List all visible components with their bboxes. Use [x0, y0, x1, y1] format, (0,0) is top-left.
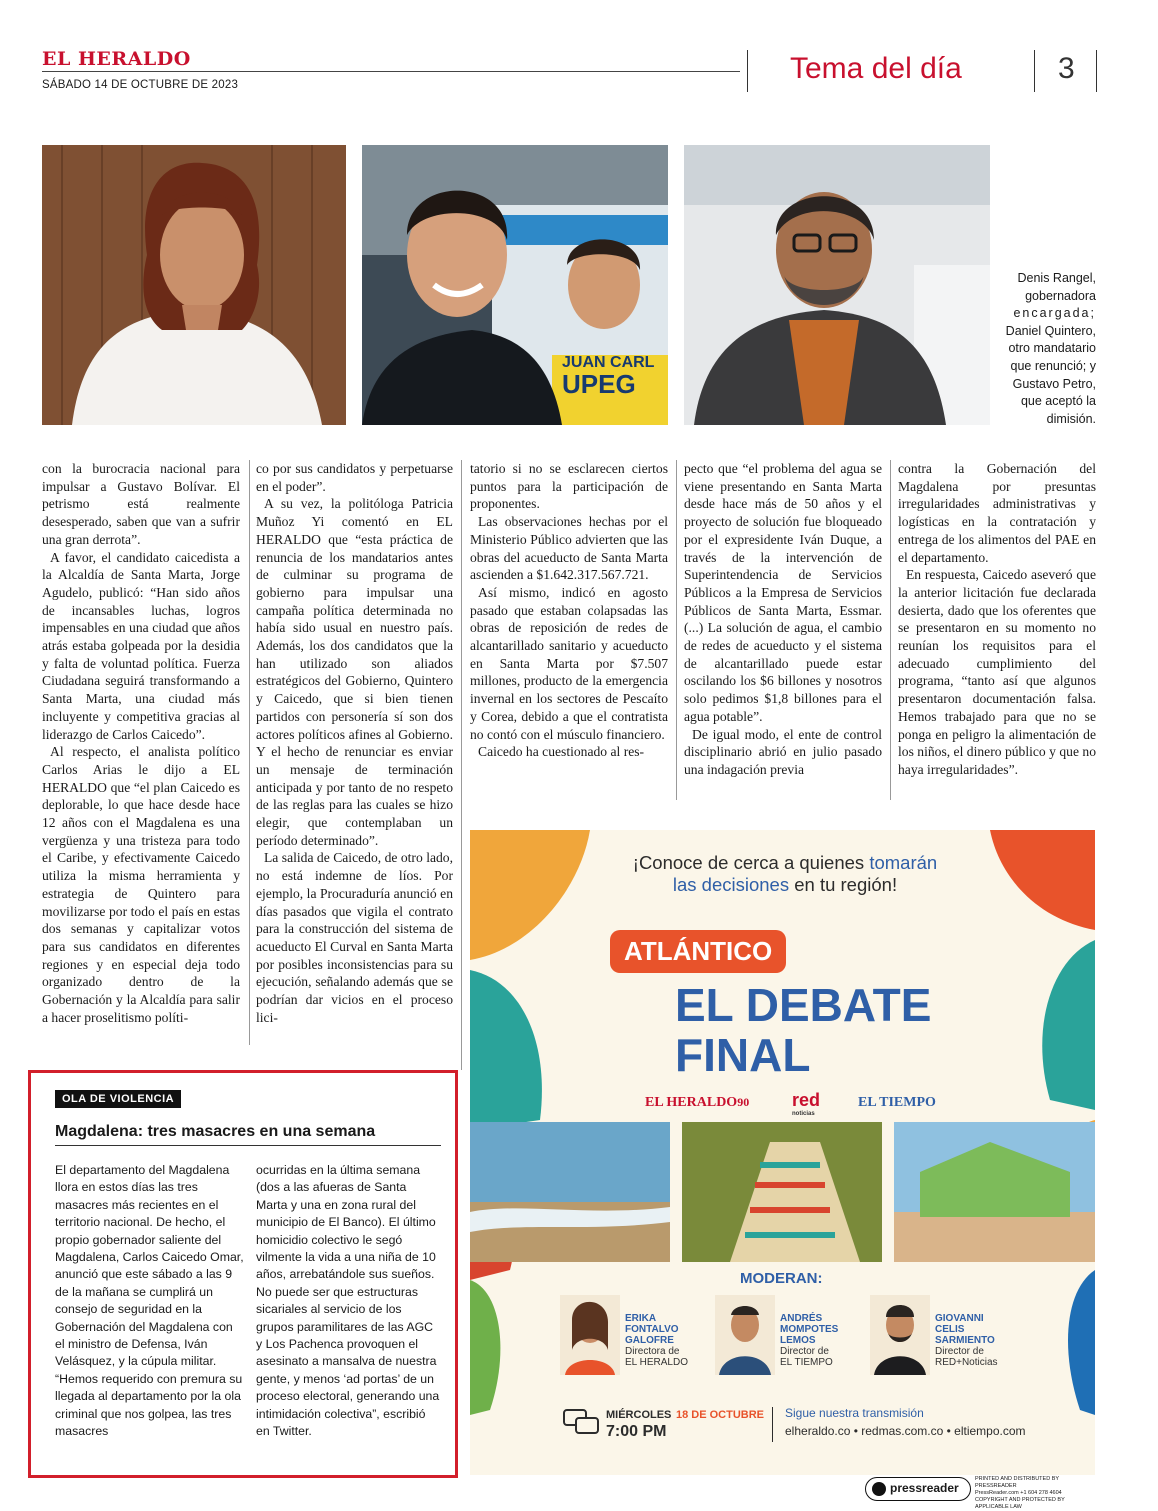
sponsor-text: red: [792, 1090, 821, 1110]
caption-line: Daniel Quintero,: [1005, 323, 1096, 338]
moderator-name: ANDRÉS: [780, 1313, 823, 1324]
caption-line: Gustavo Petro,: [1012, 376, 1096, 391]
masthead-date: SÁBADO 14 DE OCTUBRE DE 2023: [42, 79, 239, 91]
moderator-photo: [715, 1295, 775, 1375]
article-column-4: [684, 460, 882, 779]
moderator-photo: [870, 1295, 930, 1375]
moderator-role: RED+Noticias: [935, 1357, 998, 1368]
sponsor-text: EL HERALDO: [645, 1095, 738, 1110]
moderator-card: [870, 1295, 998, 1380]
ad-divider: [772, 1407, 773, 1442]
photo-daniel-quintero: [362, 145, 668, 425]
column-rule: [461, 460, 462, 1070]
column-rule: [676, 460, 677, 800]
caption-line: que aceptó la: [1020, 394, 1096, 409]
moderator-role: Director de: [780, 1346, 829, 1357]
pressreader-line: PressReader.com +1 604 278 4604: [975, 1490, 1062, 1496]
ad-date: 18 DE OCTUBRE: [676, 1409, 765, 1421]
svg-text:UPEG: UPEG: [562, 369, 636, 399]
pressreader-line: PRINTED AND DISTRIBUTED BY PRESSREADER: [975, 1476, 1059, 1489]
ad-follow: Sigue nuestra transmisión: [785, 1406, 924, 1420]
ad-region-badge: ATLÁNTICO: [610, 930, 786, 973]
ad-tagline-highlight: las decisiones: [672, 874, 790, 895]
article-column-1: [42, 460, 240, 1027]
sidebar-headline: Magdalena: tres masacres en una semana: [55, 1123, 376, 1140]
ad-tagline: [620, 852, 950, 896]
ad-sponsor-red: [792, 1090, 820, 1117]
paragraph: A favor, el candidato caicedista a la Alcaldía de Santa Marta, Jorge Agudelo, publicó: “Han sido años de incansables luchas, logros impensables en una ciudad que años atrás estaba golpeada por la desidia y falta de voluntad política. Fuerza Ciudadana seguirá transformando a Santa Marta, una ciudad más incluyente y competitiva gracias al liderazgo de Carlos Caicedo”.: [42, 549, 240, 742]
moderator-card: [715, 1295, 839, 1380]
masthead-divider: [1034, 50, 1035, 92]
pressreader-notice: [975, 1476, 1095, 1511]
caption-line: Denis Rangel,: [1017, 271, 1096, 285]
ad-sponsor-elheraldo: [645, 1095, 749, 1111]
ad-websites: elheraldo.co • redmas.com.co • eltiempo.com: [785, 1424, 1026, 1438]
page-number: 3: [1058, 52, 1075, 85]
column-rule: [890, 460, 891, 800]
paragraph: contra la Gobernación del Magdalena por presuntas irregularidades administrativas y logísticas en la contratación y entrega de los alimentos del PAE en el departamento.: [898, 461, 1096, 565]
article-column-5: [898, 460, 1096, 779]
caption-line: encargada;: [1013, 306, 1096, 321]
paragraph: Así mismo, indicó en agosto pasado que estaban colapsadas las obras de reposición de redes de alcantarillado sanitario y acueducto en Santa Marta por $7.507 millones, producto de la emergencia invernal en los sectores de Pescaíto y Corea, debido a que el contratista no contó con el músculo financiero.: [470, 584, 668, 742]
moderator-name: ERIKA: [625, 1313, 657, 1324]
moderator-photo: [560, 1295, 620, 1375]
ad-tagline-highlight: tomarán: [869, 852, 938, 873]
photo-gustavo-petro: [684, 145, 990, 425]
moderator-role: Director de: [935, 1346, 984, 1357]
moderator-name: SARMIENTO: [935, 1335, 995, 1346]
ad-day: MIÉRCOLES: [606, 1409, 672, 1421]
masthead-divider: [1096, 50, 1097, 92]
moderator-name: GIOVANNI: [935, 1313, 984, 1324]
masthead-logo: EL HERALDO: [42, 48, 191, 70]
moderator-name: MOMPOTES: [780, 1324, 839, 1335]
ad-moderators-label: MODERAN:: [740, 1270, 823, 1287]
chat-bubbles-icon: [562, 1408, 602, 1438]
ad-photo-strip: [470, 1122, 1095, 1262]
ad-title-line: EL DEBATE: [675, 979, 932, 1031]
pressreader-line: COPYRIGHT AND PROTECTED BY APPLICABLE LAW: [975, 1497, 1065, 1510]
caption-line: que renunció; y: [1010, 358, 1096, 373]
masthead-rule: [42, 71, 740, 72]
pressreader-logo: pressreader: [890, 1481, 959, 1495]
paragraph: Al respecto, el analista político Carlos Arias le dijo a EL HERALDO que “el plan Caicedo es deplorable, lo que hace desde hace 12 años con el Magdalena es una vergüenza y una tristeza para todo el Caribe, y efectivamente Caicedo utiliza la misma herramienta y estrategia de Quintero para movilizarse por todo el país en estas dos semanas y capitalizar votos para sus candidatos en diferentes regiones y en especial deja todo organizado dentro de la Gobernación y la Alcaldía para salir a hacer proselitismo políti-: [42, 744, 240, 1025]
ad-sponsor-eltiempo: EL TIEMPO: [858, 1095, 936, 1110]
pressreader-footer: [865, 1475, 1095, 1510]
paragraph: con la burocracia nacional para impulsar a Gustavo Bolívar. El petrismo está realmente desesperado, saben que van a sufrir una gran derrota”.: [42, 461, 240, 547]
ad-tagline-text: ¡Conoce de cerca a quienes: [632, 852, 870, 873]
article-column-2: [256, 460, 453, 1027]
debate-advertisement: [470, 830, 1095, 1475]
ad-title: [675, 980, 931, 1080]
column-rule: [249, 460, 250, 1045]
caption-line: otro mandatario: [1008, 341, 1096, 356]
paragraph: Caicedo ha cuestionado al res-: [478, 744, 645, 760]
sponsor-mark: 90: [737, 1095, 750, 1109]
paragraph: pecto que “el problema del agua se viene presentando en Santa Marta desde hace más de 50 años y el proyecto de solución fue bloqueado por el expresidente Iván Duque, a través de la intervención de Superintendencia de Servicios Públicos a la Empresa de Servicios Públicos de Santa Marta, Essmar. (...) La solución de agua, el cambio de redes de acueducto y el sistema de alcantarillado puede estar oscilando los $6 billones y nosotros solo pedimos $1,8 billones para el agua potable”.: [684, 461, 882, 724]
moderator-card: [560, 1295, 688, 1380]
paragraph: co por sus candidatos y perpetuarse en el poder”.: [256, 461, 453, 494]
paragraph: De igual modo, el ente de control disciplinario abrió en julio pasado una indagación previa: [684, 726, 882, 777]
moderator-role: EL TIEMPO: [780, 1357, 833, 1368]
article-column-3: [470, 460, 668, 761]
moderator-name: LEMOS: [780, 1335, 816, 1346]
sponsor-sub: noticias: [792, 1111, 815, 1117]
moderator-name: CELIS: [935, 1324, 965, 1335]
sidebar-tag: OLA DE VIOLENCIA: [55, 1090, 181, 1108]
ad-tagline-text: en tu región!: [789, 874, 898, 895]
ad-time: 7:00 PM: [606, 1423, 667, 1440]
paragraph: Las observaciones hechas por el Ministerio Público advierten que las obras del acueducto de Santa Marta ascienden a $1.642.317.567.721.: [470, 514, 668, 583]
paragraph: La salida de Caicedo, de otro lado, no está indemne de líos. Por ejemplo, la Procuraduría anunció en días pasados que vigila el contrato para la construcción del sistema de acueducto El Curval en Santa Marta por posibles inconsistencias para su ejecución, señalando además que se podrían dar vicios en el proceso lici-: [256, 850, 453, 1025]
moderator-name: FONTALVO: [625, 1324, 679, 1335]
ad-title-line: FINAL: [675, 1029, 811, 1081]
paragraph: En respuesta, Caicedo aseveró que la anterior licitación fue declarada desierta, dado que los oferentes que se presentaron en su momento no reunían los requisitos para el adecuado cumplimiento del programa, “tanto así que algunos presentaron documentación falsa. Hemos trabajado para que no se ponga en peligro la alimentación de los niños, el dinero público y que no haya irregularidades”.: [898, 567, 1096, 777]
section-title: Tema del día: [790, 52, 962, 85]
paragraph: tatorio si no se esclarecen ciertos puntos para la participación de proponentes.: [470, 461, 668, 512]
photo-caption: [1004, 270, 1096, 428]
photo-denis-rangel: [42, 145, 346, 425]
moderator-role: Directora de: [625, 1346, 680, 1357]
sidebar-column-1: El departamento del Magdalena llora en estos días las tres masacres más recientes en el territorio nacional. De hecho, el propio gobernador saliente del Magdalena, Carlos Caicedo Omar, anunció que este sábado a las 9 de la mañana se cumplirá un consejo de seguridad en la Gobernación del Magdalena con el ministro de Defensa, Iván Velásquez, y la cúpula militar. “Hemos requerido con premura su llegada al departamento por la ola criminal que nos golpea, las tres masacres: [55, 1163, 244, 1439]
sidebar-rule: [55, 1145, 441, 1146]
moderator-name: GALOFRE: [625, 1335, 674, 1346]
caption-line: gobernadora: [1025, 288, 1096, 303]
sidebar-column-2: ocurridas en la última semana (dos a las afueras de Santa Marta y una en zona rural del municipio de El Banco). El último homicidio colectivo le segó vilmente la vida a una niña de 10 años, arrebatándole sus sueños. No puede ser que estructuras sicariales al servicio de los grupos paramilitares de las AGC y Los Pachenca provoquen el asesinato a mansalva de nuestra gente, y menos ‘ad portas’ de un proceso electoral, generando una intimidación colectiva”, escribió en Twitter.: [256, 1163, 440, 1439]
masthead-divider: [747, 50, 748, 92]
moderator-role: EL HERALDO: [625, 1357, 688, 1368]
paragraph: A su vez, la politóloga Patricia Muñoz Yi comentó en EL HERALDO que “esta práctica de renuncia de los mandatarios antes de culminar su programa de gobierno para impulsar una campaña política determinada no había sido usual en nuestro país. Además, los dos candidatos que la han utilizado son aliados estratégicos del Gobierno, Quintero y Caicedo, que si bien tienen partidos con personería sí son dos actores políticos afines al Gobierno. Y el hecho de renunciar es enviar un mensaje de terminación anticipada y por tanto de no respeto de las reglas para las cuales se hizo elegir, que contemplaban un período determinado”.: [256, 496, 453, 848]
caption-line: dimisión.: [1046, 411, 1096, 426]
pressreader-icon: [872, 1482, 886, 1496]
pressreader-badge: [865, 1477, 971, 1501]
svg-text:JUAN CARL: JUAN CARL: [562, 354, 655, 371]
